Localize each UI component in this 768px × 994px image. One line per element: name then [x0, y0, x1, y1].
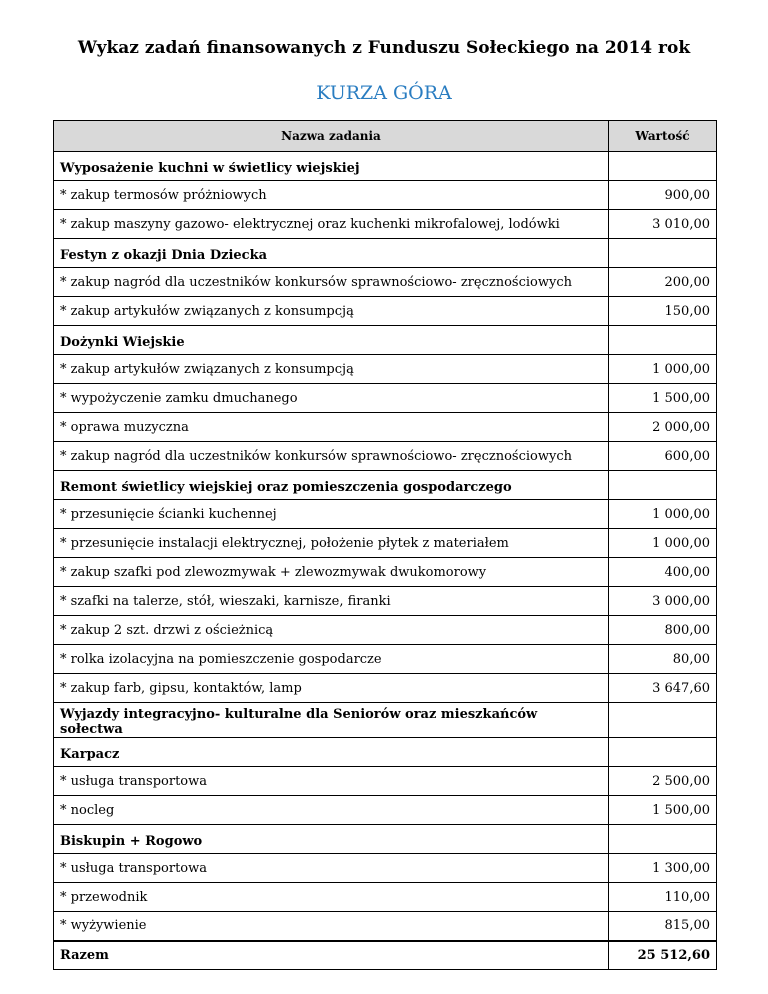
- table-row: [54, 883, 717, 912]
- task-value: 1 000,00: [609, 355, 717, 384]
- task-value: [609, 825, 717, 854]
- task-name: * zakup nagród dla uczestników konkursów sprawnościowo- zręcznościowych: [54, 268, 609, 297]
- task-value: 400,00: [609, 558, 717, 587]
- task-name: Dożynki Wiejskie: [54, 326, 609, 355]
- table-row: [54, 854, 717, 883]
- table-row: [54, 210, 717, 239]
- table-row: [54, 268, 717, 297]
- task-name: * zakup termosów próżniowych: [54, 181, 609, 210]
- task-name: * zakup artykułów związanych z konsumpcją: [54, 297, 609, 326]
- table-row: [54, 674, 717, 703]
- table-row: [54, 558, 717, 587]
- table-row: [54, 355, 717, 384]
- task-value: 600,00: [609, 442, 717, 471]
- task-value: [609, 703, 717, 738]
- task-value: 1 500,00: [609, 796, 717, 825]
- task-name: * usługa transportowa: [54, 854, 609, 883]
- task-name: * wypożyczenie zamku dmuchanego: [54, 384, 609, 413]
- task-name: Wyposażenie kuchni w świetlicy wiejskiej: [54, 152, 609, 181]
- task-value: 900,00: [609, 181, 717, 210]
- task-name: * zakup artykułów związanych z konsumpcją: [54, 355, 609, 384]
- total-row: [54, 941, 717, 970]
- village-name: KURZA GÓRA: [316, 82, 452, 104]
- task-name: * wyżywienie: [54, 912, 609, 941]
- section-row: [54, 239, 717, 268]
- task-name: * rolka izolacyjna na pomieszczenie gospodarcze: [54, 645, 609, 674]
- table-header-row: [54, 121, 717, 152]
- task-name: * zakup nagród dla uczestników konkursów sprawnościowo- zręcznościowych: [54, 442, 609, 471]
- table-row: [54, 587, 717, 616]
- task-name: * oprawa muzyczna: [54, 413, 609, 442]
- task-value: 3 010,00: [609, 210, 717, 239]
- task-value: 2 500,00: [609, 767, 717, 796]
- task-name: * przesunięcie ścianki kuchennej: [54, 500, 609, 529]
- section-row: [54, 825, 717, 854]
- task-value: 150,00: [609, 297, 717, 326]
- table-body: [54, 152, 717, 970]
- table-row: [54, 616, 717, 645]
- table-row: [54, 767, 717, 796]
- task-value: [609, 239, 717, 268]
- page-title: Wykaz zadań finansowanych z Funduszu Sołeckiego na 2014 rok: [77, 38, 691, 58]
- task-name: Remont świetlicy wiejskiej oraz pomieszczenia gospodarczego: [54, 471, 609, 500]
- section-row: [54, 326, 717, 355]
- table-row: [54, 529, 717, 558]
- task-name: * nocleg: [54, 796, 609, 825]
- header-name: Nazwa zadania: [54, 121, 609, 152]
- task-name: * zakup farb, gipsu, kontaktów, lamp: [54, 674, 609, 703]
- task-name: * usługa transportowa: [54, 767, 609, 796]
- task-value: 1 000,00: [609, 500, 717, 529]
- table-row: [54, 297, 717, 326]
- table-row: [54, 384, 717, 413]
- task-name: Razem: [54, 941, 609, 970]
- task-name: * szafki na talerze, stół, wieszaki, karnisze, firanki: [54, 587, 609, 616]
- task-value: 1 500,00: [609, 384, 717, 413]
- task-value: 25 512,60: [609, 941, 717, 970]
- tasks-table: [53, 120, 717, 970]
- task-value: [609, 152, 717, 181]
- task-value: 110,00: [609, 883, 717, 912]
- section-row: [54, 471, 717, 500]
- task-name: * zakup 2 szt. drzwi z ościeżnicą: [54, 616, 609, 645]
- table-row: [54, 413, 717, 442]
- task-value: 200,00: [609, 268, 717, 297]
- task-name: Wyjazdy integracyjno- kulturalne dla Seniorów oraz mieszkańców sołectwa: [54, 703, 609, 738]
- task-name: Karpacz: [54, 738, 609, 767]
- task-name: * przesunięcie instalacji elektrycznej, położenie płytek z materiałem: [54, 529, 609, 558]
- task-value: 1 300,00: [609, 854, 717, 883]
- table-row: [54, 442, 717, 471]
- table-row: [54, 645, 717, 674]
- table-row: [54, 912, 717, 941]
- task-value: 80,00: [609, 645, 717, 674]
- task-name: * przewodnik: [54, 883, 609, 912]
- task-value: [609, 326, 717, 355]
- table-row: [54, 500, 717, 529]
- section-row: [54, 703, 717, 738]
- section-row: [54, 738, 717, 767]
- table-row: [54, 796, 717, 825]
- table-row: [54, 181, 717, 210]
- task-value: 800,00: [609, 616, 717, 645]
- task-name: Biskupin + Rogowo: [54, 825, 609, 854]
- task-value: [609, 471, 717, 500]
- task-name: * zakup maszyny gazowo- elektrycznej oraz kuchenki mikrofalowej, lodówki: [54, 210, 609, 239]
- task-value: [609, 738, 717, 767]
- task-value: 2 000,00: [609, 413, 717, 442]
- task-name: * zakup szafki pod zlewozmywak + zlewozmywak dwukomorowy: [54, 558, 609, 587]
- section-row: [54, 152, 717, 181]
- task-value: 1 000,00: [609, 529, 717, 558]
- task-name: Festyn z okazji Dnia Dziecka: [54, 239, 609, 268]
- header-value: Wartość: [609, 121, 717, 152]
- task-value: 3 647,60: [609, 674, 717, 703]
- task-value: 815,00: [609, 912, 717, 941]
- task-value: 3 000,00: [609, 587, 717, 616]
